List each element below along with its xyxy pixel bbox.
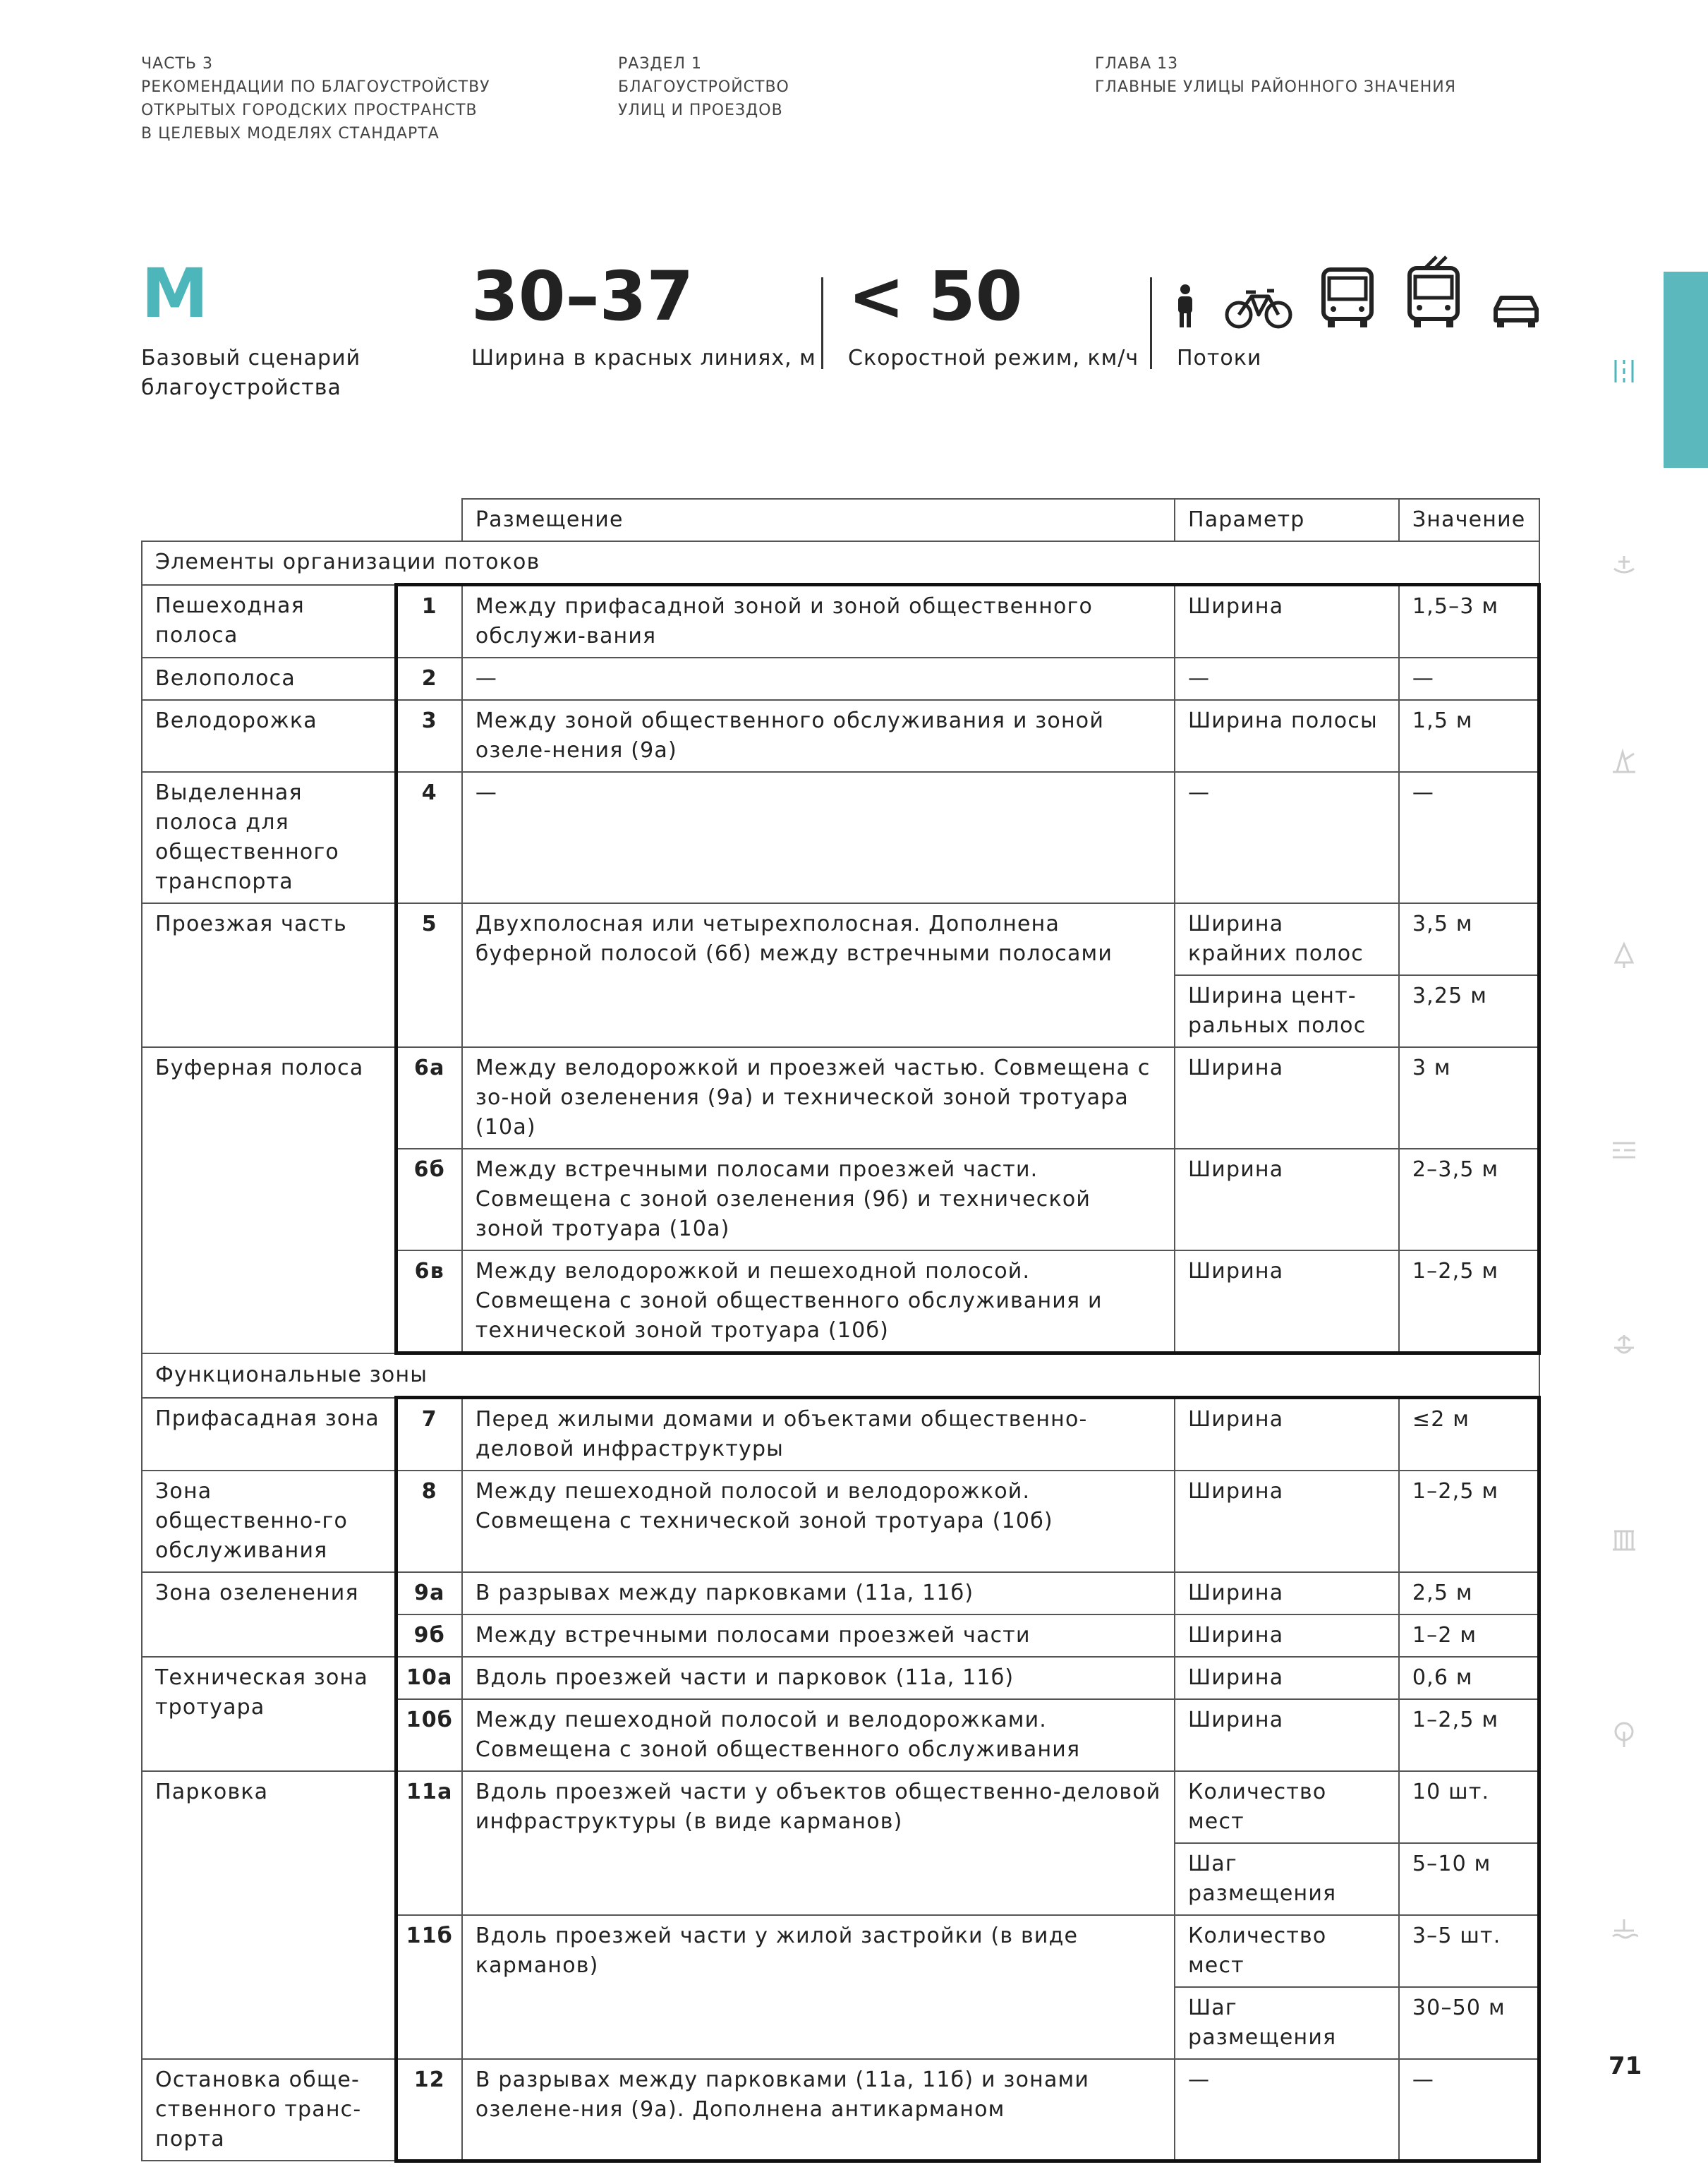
separator: [1150, 277, 1152, 369]
page-number: 71: [1609, 2052, 1642, 2080]
column-header-value: Значение: [1399, 499, 1539, 541]
table-row: [142, 1572, 1539, 1614]
parameter-cell: —: [1175, 2059, 1399, 2161]
element-number: 9б: [396, 1614, 462, 1657]
placement-cell: В разрывах между парковками (11а, 11б): [462, 1572, 1175, 1614]
element-number: 7: [396, 1398, 462, 1471]
value-cell: —: [1399, 658, 1539, 700]
column-header-parameter: Параметр: [1175, 499, 1399, 541]
parameter-cell: Ширина крайних полос: [1175, 903, 1399, 975]
car-icon: [1491, 291, 1541, 329]
element-name: Велополоса: [142, 658, 396, 700]
element-number: 6а: [396, 1047, 462, 1149]
table-row: [142, 1657, 1539, 1699]
section-row: [142, 1353, 1539, 1398]
value-cell: 5–10 м: [1399, 1843, 1539, 1915]
element-name: Велодорожка: [142, 700, 396, 772]
running-header-part: [141, 52, 490, 145]
parameter-cell: —: [1175, 772, 1399, 903]
value-cell: 1,5–3 м: [1399, 585, 1539, 658]
separator: [821, 277, 823, 369]
bus-icon: [1321, 267, 1374, 329]
square-icon[interactable]: [1610, 552, 1638, 580]
pedestrian-icon: [1173, 284, 1198, 329]
parameter-cell: Количество мест: [1175, 1771, 1399, 1843]
element-number: 5: [396, 903, 462, 1047]
parameter-cell: Ширина: [1175, 1572, 1399, 1614]
parameter-cell: Ширина: [1175, 1250, 1399, 1353]
placement-cell: Между велодорожкой и пешеходной полосой. Совмещена с зоной общественного обслуживания и технической зоной тротуара (10б): [462, 1250, 1175, 1353]
running-header-section: [618, 52, 789, 122]
placement-cell: В разрывах между парковками (11а, 11б) и зонами озелене-ния (9а). Дополнена антикарманом: [462, 2059, 1175, 2161]
running-header-chapter: [1095, 52, 1456, 99]
speed-value: < 50: [848, 257, 1023, 336]
header-line: В ЦЕЛЕВЫХ МОДЕЛЯХ СТАНДАРТА: [141, 125, 440, 143]
value-cell: 30–50 м: [1399, 1987, 1539, 2059]
header-blank: [142, 499, 462, 541]
header-line: РЕКОМЕНДАЦИИ ПО БЛАГОУСТРОЙСТВУ: [141, 78, 490, 96]
parameters-table: [141, 498, 1541, 2163]
header-line: УЛИЦ И ПРОЕЗДОВ: [618, 102, 783, 119]
parameter-cell: Ширина полосы: [1175, 700, 1399, 772]
placement-cell: Перед жилыми домами и объектами общественно-деловой инфраструктуры: [462, 1398, 1175, 1471]
element-name: Зона озеленения: [142, 1572, 396, 1657]
section-title: Функциональные зоны: [142, 1353, 1539, 1398]
element-number: 8: [396, 1471, 462, 1572]
element-number: 1: [396, 585, 462, 658]
fountain-icon[interactable]: [1610, 1331, 1638, 1359]
table-row: [142, 1471, 1539, 1572]
placement-cell: Между встречными полосами проезжей части. Совмещена с зоной озеленения (9б) и технической зоной тротуара (10а): [462, 1149, 1175, 1250]
placement-cell: Между встречными полосами проезжей части: [462, 1614, 1175, 1657]
element-name: Зона общественно-го обслуживания: [142, 1471, 396, 1572]
placement-cell: Вдоль проезжей части у жилой застройки (в виде карманов): [462, 1915, 1175, 2059]
section-title: Элементы организации потоков: [142, 541, 1539, 585]
table-row: [142, 1398, 1539, 1471]
parameter-cell: Ширина: [1175, 1657, 1399, 1699]
placement-cell: —: [462, 658, 1175, 700]
table-row: [142, 2059, 1539, 2161]
flows-label: Потоки: [1177, 346, 1262, 370]
value-cell: —: [1399, 772, 1539, 903]
table-row: [142, 772, 1539, 903]
forest-icon[interactable]: [1610, 941, 1638, 970]
element-name: Техническая зона тротуара: [142, 1657, 396, 1771]
parameter-cell: Шаг размещения: [1175, 1843, 1399, 1915]
width-label: Ширина в красных линиях, м: [471, 346, 816, 370]
element-number: 12: [396, 2059, 462, 2161]
street-icon[interactable]: [1610, 357, 1638, 385]
element-number: 11а: [396, 1771, 462, 1915]
element-number: 4: [396, 772, 462, 903]
scenario-letter: М: [141, 254, 209, 333]
tree-icon[interactable]: [1610, 1720, 1638, 1749]
value-cell: 1–2,5 м: [1399, 1699, 1539, 1771]
value-cell: 1,5 м: [1399, 700, 1539, 772]
element-name: Проезжая часть: [142, 903, 396, 1047]
element-number: 6в: [396, 1250, 462, 1353]
parameter-cell: —: [1175, 658, 1399, 700]
value-cell: 2,5 м: [1399, 1572, 1539, 1614]
parameter-cell: Ширина: [1175, 1047, 1399, 1149]
header-line: БЛАГОУСТРОЙСТВО: [618, 78, 789, 96]
value-cell: 2–3,5 м: [1399, 1149, 1539, 1250]
element-number: 6б: [396, 1149, 462, 1250]
placement-cell: Между прифасадной зоной и зоной общественного обслужи-вания: [462, 585, 1175, 658]
parameter-cell: Ширина: [1175, 1398, 1399, 1471]
element-number: 3: [396, 700, 462, 772]
element-number: 2: [396, 658, 462, 700]
section-row: [142, 541, 1539, 585]
building-icon[interactable]: [1610, 1526, 1638, 1554]
value-cell: 10 шт.: [1399, 1771, 1539, 1843]
element-name: Буферная полоса: [142, 1047, 396, 1353]
placement-cell: Между зоной общественного обслуживания и зоной озеле-нения (9а): [462, 700, 1175, 772]
value-cell: 3 м: [1399, 1047, 1539, 1149]
placement-cell: —: [462, 772, 1175, 903]
speed-label: Скоростной режим, км/ч: [848, 346, 1139, 370]
road-icon[interactable]: [1610, 1136, 1638, 1164]
placement-cell: Вдоль проезжей части у объектов общественно-деловой инфраструктуры (в виде карманов): [462, 1771, 1175, 1915]
table-row: [142, 1047, 1539, 1149]
placement-cell: Вдоль проезжей части и парковок (11а, 11б): [462, 1657, 1175, 1699]
header-line: ГЛАВНЫЕ УЛИЦЫ РАЙОННОГО ЗНАЧЕНИЯ: [1095, 78, 1457, 96]
scenario-label-line: благоустройства: [141, 375, 341, 400]
table-row: [142, 1771, 1539, 1843]
width-value: 30–37: [471, 257, 694, 336]
value-cell: 1–2,5 м: [1399, 1471, 1539, 1572]
value-cell: 3–5 шт.: [1399, 1915, 1539, 1987]
header-line: ЧАСТЬ 3: [141, 55, 214, 73]
bicycle-icon: [1225, 288, 1292, 329]
value-cell: ≤2 м: [1399, 1398, 1539, 1471]
value-cell: 1–2 м: [1399, 1614, 1539, 1657]
parameter-cell: Ширина: [1175, 585, 1399, 658]
trolleybus-icon: [1407, 255, 1460, 329]
parameter-cell: Ширина: [1175, 1149, 1399, 1250]
element-number: 9а: [396, 1572, 462, 1614]
parameter-cell: Шаг размещения: [1175, 1987, 1399, 2059]
embankment-icon[interactable]: [1610, 1915, 1638, 1943]
element-number: 10а: [396, 1657, 462, 1699]
parameter-cell: Ширина: [1175, 1471, 1399, 1572]
placement-cell: Между пешеходной полосой и велодорожками. Совмещена с зоной общественного обслуживания: [462, 1699, 1175, 1771]
column-header-placement: Размещение: [462, 499, 1175, 541]
value-cell: —: [1399, 2059, 1539, 2161]
table-header-row: [142, 499, 1539, 541]
table-row: [142, 585, 1539, 658]
value-cell: 0,6 м: [1399, 1657, 1539, 1699]
table-row: [142, 658, 1539, 700]
element-number: 11б: [396, 1915, 462, 2059]
element-name: Остановка обще-ственного транс-порта: [142, 2059, 396, 2161]
value-cell: 1–2,5 м: [1399, 1250, 1539, 1353]
parameter-cell: Ширина: [1175, 1614, 1399, 1657]
header-line: ГЛАВА 13: [1095, 55, 1179, 73]
header-line: ОТКРЫТЫХ ГОРОДСКИХ ПРОСТРАНСТВ: [141, 102, 478, 119]
placement-cell: Двухполосная или четырехполосная. Дополнена буферной полосой (6б) между встречными полосами: [462, 903, 1175, 1047]
element-name: Пешеходная полоса: [142, 585, 396, 658]
parameter-cell: Ширина: [1175, 1699, 1399, 1771]
element-name: Выделенная полоса для общественного транспорта: [142, 772, 396, 903]
chapter-tab[interactable]: [1664, 272, 1708, 468]
header-line: РАЗДЕЛ 1: [618, 55, 703, 73]
element-name: Прифасадная зона: [142, 1398, 396, 1471]
element-name: Парковка: [142, 1771, 396, 2059]
park-icon[interactable]: [1610, 747, 1638, 775]
scenario-label-line: Базовый сценарий: [141, 346, 361, 370]
value-cell: 3,5 м: [1399, 903, 1539, 975]
element-number: 10б: [396, 1699, 462, 1771]
value-cell: 3,25 м: [1399, 975, 1539, 1047]
table-row: [142, 700, 1539, 772]
parameter-cell: Количество мест: [1175, 1915, 1399, 1987]
scenario-label: [141, 344, 361, 403]
placement-cell: Между пешеходной полосой и велодорожкой. Совмещена с технической зоной тротуара (10б): [462, 1471, 1175, 1572]
parameter-cell: Ширина цент-ральных полос: [1175, 975, 1399, 1047]
table-row: [142, 903, 1539, 975]
placement-cell: Между велодорожкой и проезжей частью. Совмещена с зо-ной озеленения (9а) и технической зоной тротуара (10а): [462, 1047, 1175, 1149]
